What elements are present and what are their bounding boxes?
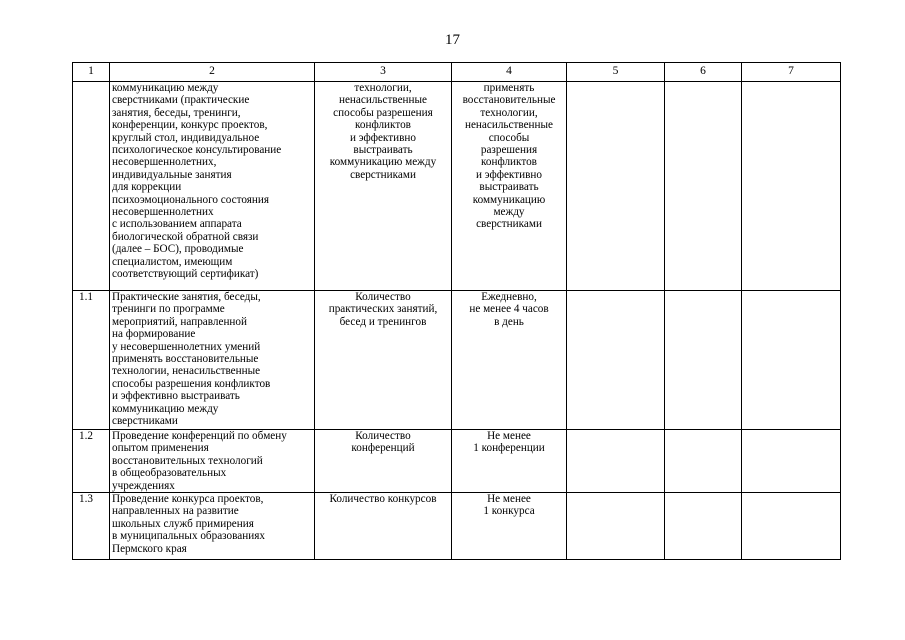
table-row xyxy=(73,493,841,560)
table-row xyxy=(73,430,841,493)
header-cell: 1 xyxy=(73,63,110,82)
activity-cell: коммуникацию между сверстниками (практические занятия, беседы, тренинги, конференции, конкурс проектов, круглый стол, индивидуальное психологическое консультирование несовершеннолетних, индивидуальные занятия для коррекции психоэмоционального состояния несовершеннолетних с использованием аппарата биологической обратной связи (далее – БОС), проводимые специалистом, имеющим соответствующий сертификат) xyxy=(110,82,315,291)
header-cell: 6 xyxy=(665,63,742,82)
header-cell: 7 xyxy=(742,63,841,82)
empty-cell xyxy=(665,82,742,291)
target-value-cell: Не менее 1 конкурса xyxy=(452,493,567,560)
empty-cell xyxy=(567,82,665,291)
header-cell: 2 xyxy=(110,63,315,82)
empty-cell xyxy=(665,493,742,560)
header-cell: 5 xyxy=(567,63,665,82)
empty-cell xyxy=(665,291,742,430)
indicator-cell: технологии, ненасильственные способы разрешения конфликтов и эффективно выстраивать коммуникацию между сверстниками xyxy=(315,82,452,291)
empty-cell xyxy=(742,430,841,493)
empty-cell xyxy=(742,291,841,430)
target-value-cell: Ежедневно, не менее 4 часов в день xyxy=(452,291,567,430)
empty-cell xyxy=(567,430,665,493)
row-number-cell: 1.3 xyxy=(73,493,110,560)
header-cell: 4 xyxy=(452,63,567,82)
table-header-row xyxy=(73,63,841,82)
header-cell: 3 xyxy=(315,63,452,82)
row-number-cell xyxy=(73,82,110,291)
activity-cell: Практические занятия, беседы, тренинги по программе мероприятий, направленной на формирование у несовершеннолетних умений применять восстановительные технологии, ненасильственные способы разрешения конфликтов и эффективно выстраивать коммуникацию между сверстниками xyxy=(110,291,315,430)
table-row xyxy=(73,82,841,291)
empty-cell xyxy=(567,291,665,430)
indicator-cell: Количество конференций xyxy=(315,430,452,493)
empty-cell xyxy=(742,82,841,291)
empty-cell xyxy=(742,493,841,560)
document-table xyxy=(72,62,841,560)
empty-cell xyxy=(665,430,742,493)
row-number-cell: 1.1 xyxy=(73,291,110,430)
indicator-cell: Количество практических занятий, бесед и тренингов xyxy=(315,291,452,430)
indicator-cell: Количество конкурсов xyxy=(315,493,452,560)
row-number-cell: 1.2 xyxy=(73,430,110,493)
table-row xyxy=(73,291,841,430)
empty-cell xyxy=(567,493,665,560)
target-value-cell: Не менее 1 конференции xyxy=(452,430,567,493)
target-value-cell: применять восстановительные технологии, ненасильственные способы разрешения конфликтов и эффективно выстраивать коммуникацию между сверстниками xyxy=(452,82,567,291)
page-number: 17 xyxy=(445,32,460,48)
activity-cell: Проведение конкурса проектов, направленных на развитие школьных служб примирения в муниципальных образованиях Пермского края xyxy=(110,493,315,560)
activity-cell: Проведение конференций по обмену опытом применения восстановительных технологий в общеобразовательных учреждениях xyxy=(110,430,315,493)
